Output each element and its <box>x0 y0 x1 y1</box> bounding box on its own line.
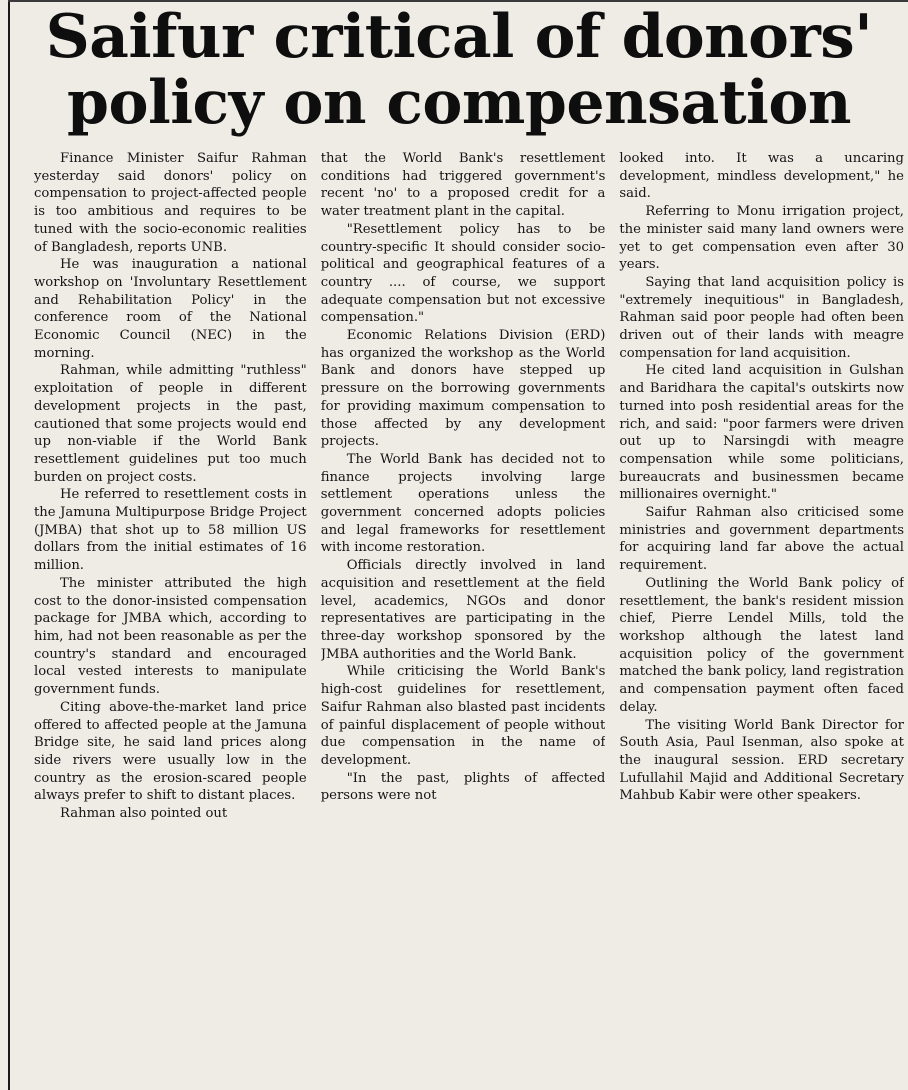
headline-line-2: policy on compensation <box>67 68 851 138</box>
paragraph: Economic Relations Division (ERD) has organized the workshop as the World Bank and donors have stepped up pressure on the borrowing governments for providing maximum compensation to those affected by any development projects. <box>320 328 606 450</box>
paragraph: The World Bank has decided not to finance projects involving large settlement operations unless the government concerned adopts policies and legal frameworks for resettlement with income restoration. <box>320 451 606 556</box>
paragraph: He cited land acquisition in Gulshan and Baridhara the capital's outskirts now turned into posh residential areas for the rich, and said: "poor farmers were driven out up to Narsingdi with meagre compensation while some politicians, bureaucrats and businessmen became millionaires overnight." <box>619 363 904 503</box>
paragraph: "In the past, plights of affected persons were not <box>320 770 606 804</box>
article-body <box>20 150 904 1085</box>
paragraph: While criticising the World Bank's high-cost guidelines for resettlement, Saifur Rahman also blasted past incidents of painful displacement of people without due compensation in the name of development. <box>320 664 606 768</box>
column-2 <box>321 150 606 1085</box>
paragraph: He was inauguration a national workshop on 'Involuntary Resettlement and Rehabilitation Policy' in the conference room of the National Economic Council (NEC) in the morning. <box>34 257 307 361</box>
paragraph: Saifur Rahman also criticised some ministries and government departments for acquiring land far above the actual requirement. <box>619 505 904 574</box>
paragraph: Rahman, while admitting "ruthless" exploitation of people in different development projects in the past, cautioned that some projects would end up non-viable if the World Bank resettlement guidelines put too much burden on project costs. <box>34 363 307 485</box>
paragraph: Citing above-the-market land price offered to affected people at the Jamuna Bridge site, he said land prices along side rivers were usually low in the country as the erosion-scared people always prefer to shift to distant places. <box>34 699 307 804</box>
paragraph: Officials directly involved in land acquisition and resettlement at the field level, academics, NGOs and donor representatives are participating in the three-day workshop sponsored by the JMBA authorities and the World Bank. <box>320 558 606 662</box>
paragraph: Referring to Monu irrigation project, the minister said many land owners were yet to get compensation even after 30 years. <box>619 204 904 273</box>
paragraph: He referred to resettlement costs in the Jamuna Multipurpose Bridge Project (JMBA) that shot up to 58 million US dollars from the initial estimates of 16 million. <box>34 487 307 574</box>
left-border-rule <box>8 0 10 1090</box>
paragraph: looked into. It was a uncaring development, mindless development," he said. <box>619 151 904 202</box>
paragraph: Saying that land acquisition policy is "extremely inequitious" in Bangladesh, Rahman said poor people had often been driven out of their lands with meagre compensation for land acquisition. <box>619 274 904 361</box>
column-1 <box>20 150 307 1085</box>
paragraph: Finance Minister Saifur Rahman yesterday said donors' policy on compensation to project-affected people is too ambitious and requires to be tuned with the socio-economic realities of Bangladesh, reports UNB. <box>34 151 307 255</box>
headline-line-1: Saifur critical of donors' <box>45 2 873 72</box>
paragraph: Rahman also pointed out <box>60 806 228 822</box>
paragraph: that the World Bank's resettlement conditions had triggered government's recent 'no' to a proposed credit for a water treatment plant in the capital. <box>320 151 606 220</box>
column-3 <box>619 150 904 1085</box>
paragraph: Outlining the World Bank policy of resettlement, the bank's resident mission chief, Pierre Lendel Mills, told the workshop although the latest land acquisition policy of the government matched the bank policy, land registration and compensation payment often faced delay. <box>619 575 904 715</box>
paragraph: The minister attributed the high cost to the donor-insisted compensation package for JMBA which, according to him, had not been reasonable as per the country's standard and encouraged local vested interests to manipulate government funds. <box>34 575 307 698</box>
paragraph: "Resettlement policy has to be country-specific It should consider socio-political and geographical features of a country .... of course, we support adequate compensation but not excessive compensation." <box>320 221 606 326</box>
paragraph: The visiting World Bank Director for South Asia, Paul Isenman, also spoke at the inaugural session. ERD secretary Lufullahil Majid and Additional Secretary Mahbub Kabir were other speakers. <box>619 717 904 804</box>
headline <box>14 4 904 136</box>
